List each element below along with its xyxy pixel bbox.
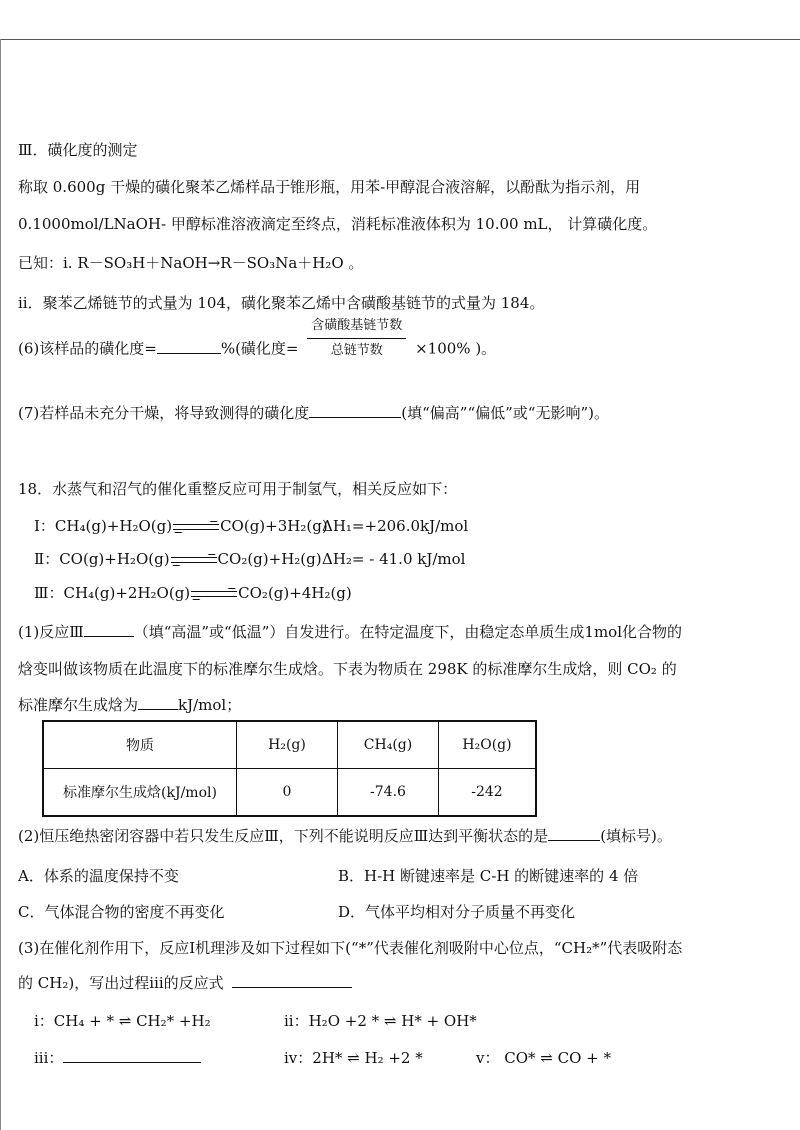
part-1-line1 xyxy=(18,622,682,642)
reaction-III-left: Ⅲ：CH₄(g)+2H₂O(g) xyxy=(34,584,191,602)
reaction-I-left: Ⅰ：CH₄(g)+H₂O(g) xyxy=(34,517,173,535)
equilibrium-arrow-icon xyxy=(171,554,217,566)
q7-suffix: (填“偏高”“偏低”或“无影响”)。 xyxy=(401,404,609,422)
part-1-label: (1)反应Ⅲ xyxy=(18,623,84,641)
answer-blank[interactable] xyxy=(63,1048,201,1063)
table-cell: -74.6 xyxy=(338,769,439,817)
page-top-border xyxy=(0,39,800,40)
part-1-line3-text: 标准摩尔生成焓为 xyxy=(18,696,139,714)
known-ii: ii．聚苯乙烯链节的式量为 104，磺化聚苯乙烯中含磺酸基链节的式量为 184。 xyxy=(18,294,545,312)
reaction-III-right: CO₂(g)+4H₂(g) xyxy=(238,584,352,602)
part-1-line2: 焓变叫做该物质在此温度下的标准摩尔生成焓。下表为物质在 298K 的标准摩尔生成焓，则 CO₂ 的 xyxy=(18,660,677,678)
known-i: 已知：i. R－SO₃H＋NaOH→R－SO₃Na＋H₂O 。 xyxy=(18,254,364,272)
option-d: D．气体平均相对分子质量不再变化 xyxy=(338,903,576,921)
option-b: B．H-H 断键速率是 C-H 的断键速率的 4 倍 xyxy=(338,867,639,885)
step-i: i：CH₄ + * ⇌ CH₂* +H₂ xyxy=(34,1012,211,1030)
step-v: v： CO* ⇌ CO + * xyxy=(476,1049,612,1067)
section-heading: Ⅲ．磺化度的测定 xyxy=(18,141,138,159)
part-2-suffix: (填标号)。 xyxy=(600,827,672,845)
equilibrium-arrow-icon xyxy=(173,521,219,533)
fraction-numerator: 含磺酸基链节数 xyxy=(307,316,406,339)
reaction-I-enthalpy: ΔH₁=+206.0kJ/mol xyxy=(322,517,469,535)
table-cell: 0 xyxy=(237,769,338,817)
q6-prefix: (6)该样品的磺化度= xyxy=(18,339,157,358)
table-header: 物质 xyxy=(43,721,237,769)
reaction-I-right: CO(g)+3H₂(g) xyxy=(220,517,328,535)
question-7 xyxy=(18,403,609,423)
q6-mid: %(磺化度= xyxy=(220,339,299,358)
part-3-line2 xyxy=(18,973,352,993)
step-iii-label: iii： xyxy=(34,1049,64,1067)
answer-blank[interactable] xyxy=(548,826,600,841)
text-line: 0.1000mol/LNaOH- 甲醇标准溶液滴定至终点，消耗标准液体积为 10.00 mL， 计算磺化度。 xyxy=(18,215,658,233)
answer-blank[interactable] xyxy=(309,403,401,418)
table-header-row xyxy=(43,721,536,769)
fraction-denominator: 总链节数 xyxy=(330,343,383,358)
answer-blank[interactable] xyxy=(232,973,352,988)
answer-blank[interactable] xyxy=(157,339,221,354)
table-cell: 标准摩尔生成焓(kJ/mol) xyxy=(43,769,237,817)
part-1-text: （填“高温”或“低温”）自发进行。在特定温度下，由稳定态单质生成1mol化合物的 xyxy=(133,623,682,641)
part-3-line1: (3)在催化剂作用下，反应Ⅰ机理涉及如下过程如下(“*”代表催化剂吸附中心位点，“CH₂*”代表吸附态 xyxy=(18,939,683,957)
step-iv: iv：2H* ⇌ H₂ +2 * xyxy=(284,1049,423,1067)
reaction-II-left: Ⅱ：CO(g)+H₂O(g) xyxy=(34,550,170,568)
part-1-unit: kJ/mol； xyxy=(178,696,242,714)
part-2 xyxy=(18,826,672,846)
table-row xyxy=(43,769,536,817)
equilibrium-arrow-icon xyxy=(191,588,237,600)
fraction xyxy=(307,316,406,361)
page-left-border xyxy=(0,39,1,1130)
reaction-II xyxy=(34,549,466,569)
reaction-II-enthalpy: ΔH₂= - 41.0 kJ/mol xyxy=(322,550,466,568)
question-18-heading: 18．水蒸气和沼气的催化重整反应可用于制氢气，相关反应如下： xyxy=(18,480,458,498)
reaction-III xyxy=(34,583,352,603)
table-header: H₂O(g) xyxy=(439,721,537,769)
enthalpy-table xyxy=(42,720,537,817)
part-3-text: 的 CH₂)，写出过程ⅲ的反应式 xyxy=(18,974,224,992)
option-c: C．气体混合物的密度不再变化 xyxy=(18,903,225,921)
part-2-text: (2)恒压绝热密闭容器中若只发生反应Ⅲ，下列不能说明反应Ⅲ达到平衡状态的是 xyxy=(18,827,549,845)
q6-suffix: ×100% )。 xyxy=(415,339,497,358)
reaction-I xyxy=(34,516,469,536)
table-header: H₂(g) xyxy=(237,721,338,769)
question-6 xyxy=(18,318,497,361)
answer-blank[interactable] xyxy=(84,622,134,637)
text-line: 称取 0.600g 干燥的磺化聚苯乙烯样品于锥形瓶，用苯-甲醇混合液溶解，以酚酞为指示剂，用 xyxy=(18,178,641,196)
option-a: A．体系的温度保持不变 xyxy=(18,867,179,885)
answer-blank[interactable] xyxy=(138,695,178,710)
table-cell: -242 xyxy=(439,769,537,817)
step-ii: ii：H₂O +2 * ⇌ H* + OH* xyxy=(284,1012,477,1030)
part-1-line3 xyxy=(18,695,241,715)
reaction-II-right: CO₂(g)+H₂(g) xyxy=(217,550,322,568)
table-header: CH₄(g) xyxy=(338,721,439,769)
step-iii xyxy=(34,1048,201,1068)
q7-prefix: (7)若样品未充分干燥，将导致测得的磺化度 xyxy=(18,404,310,422)
